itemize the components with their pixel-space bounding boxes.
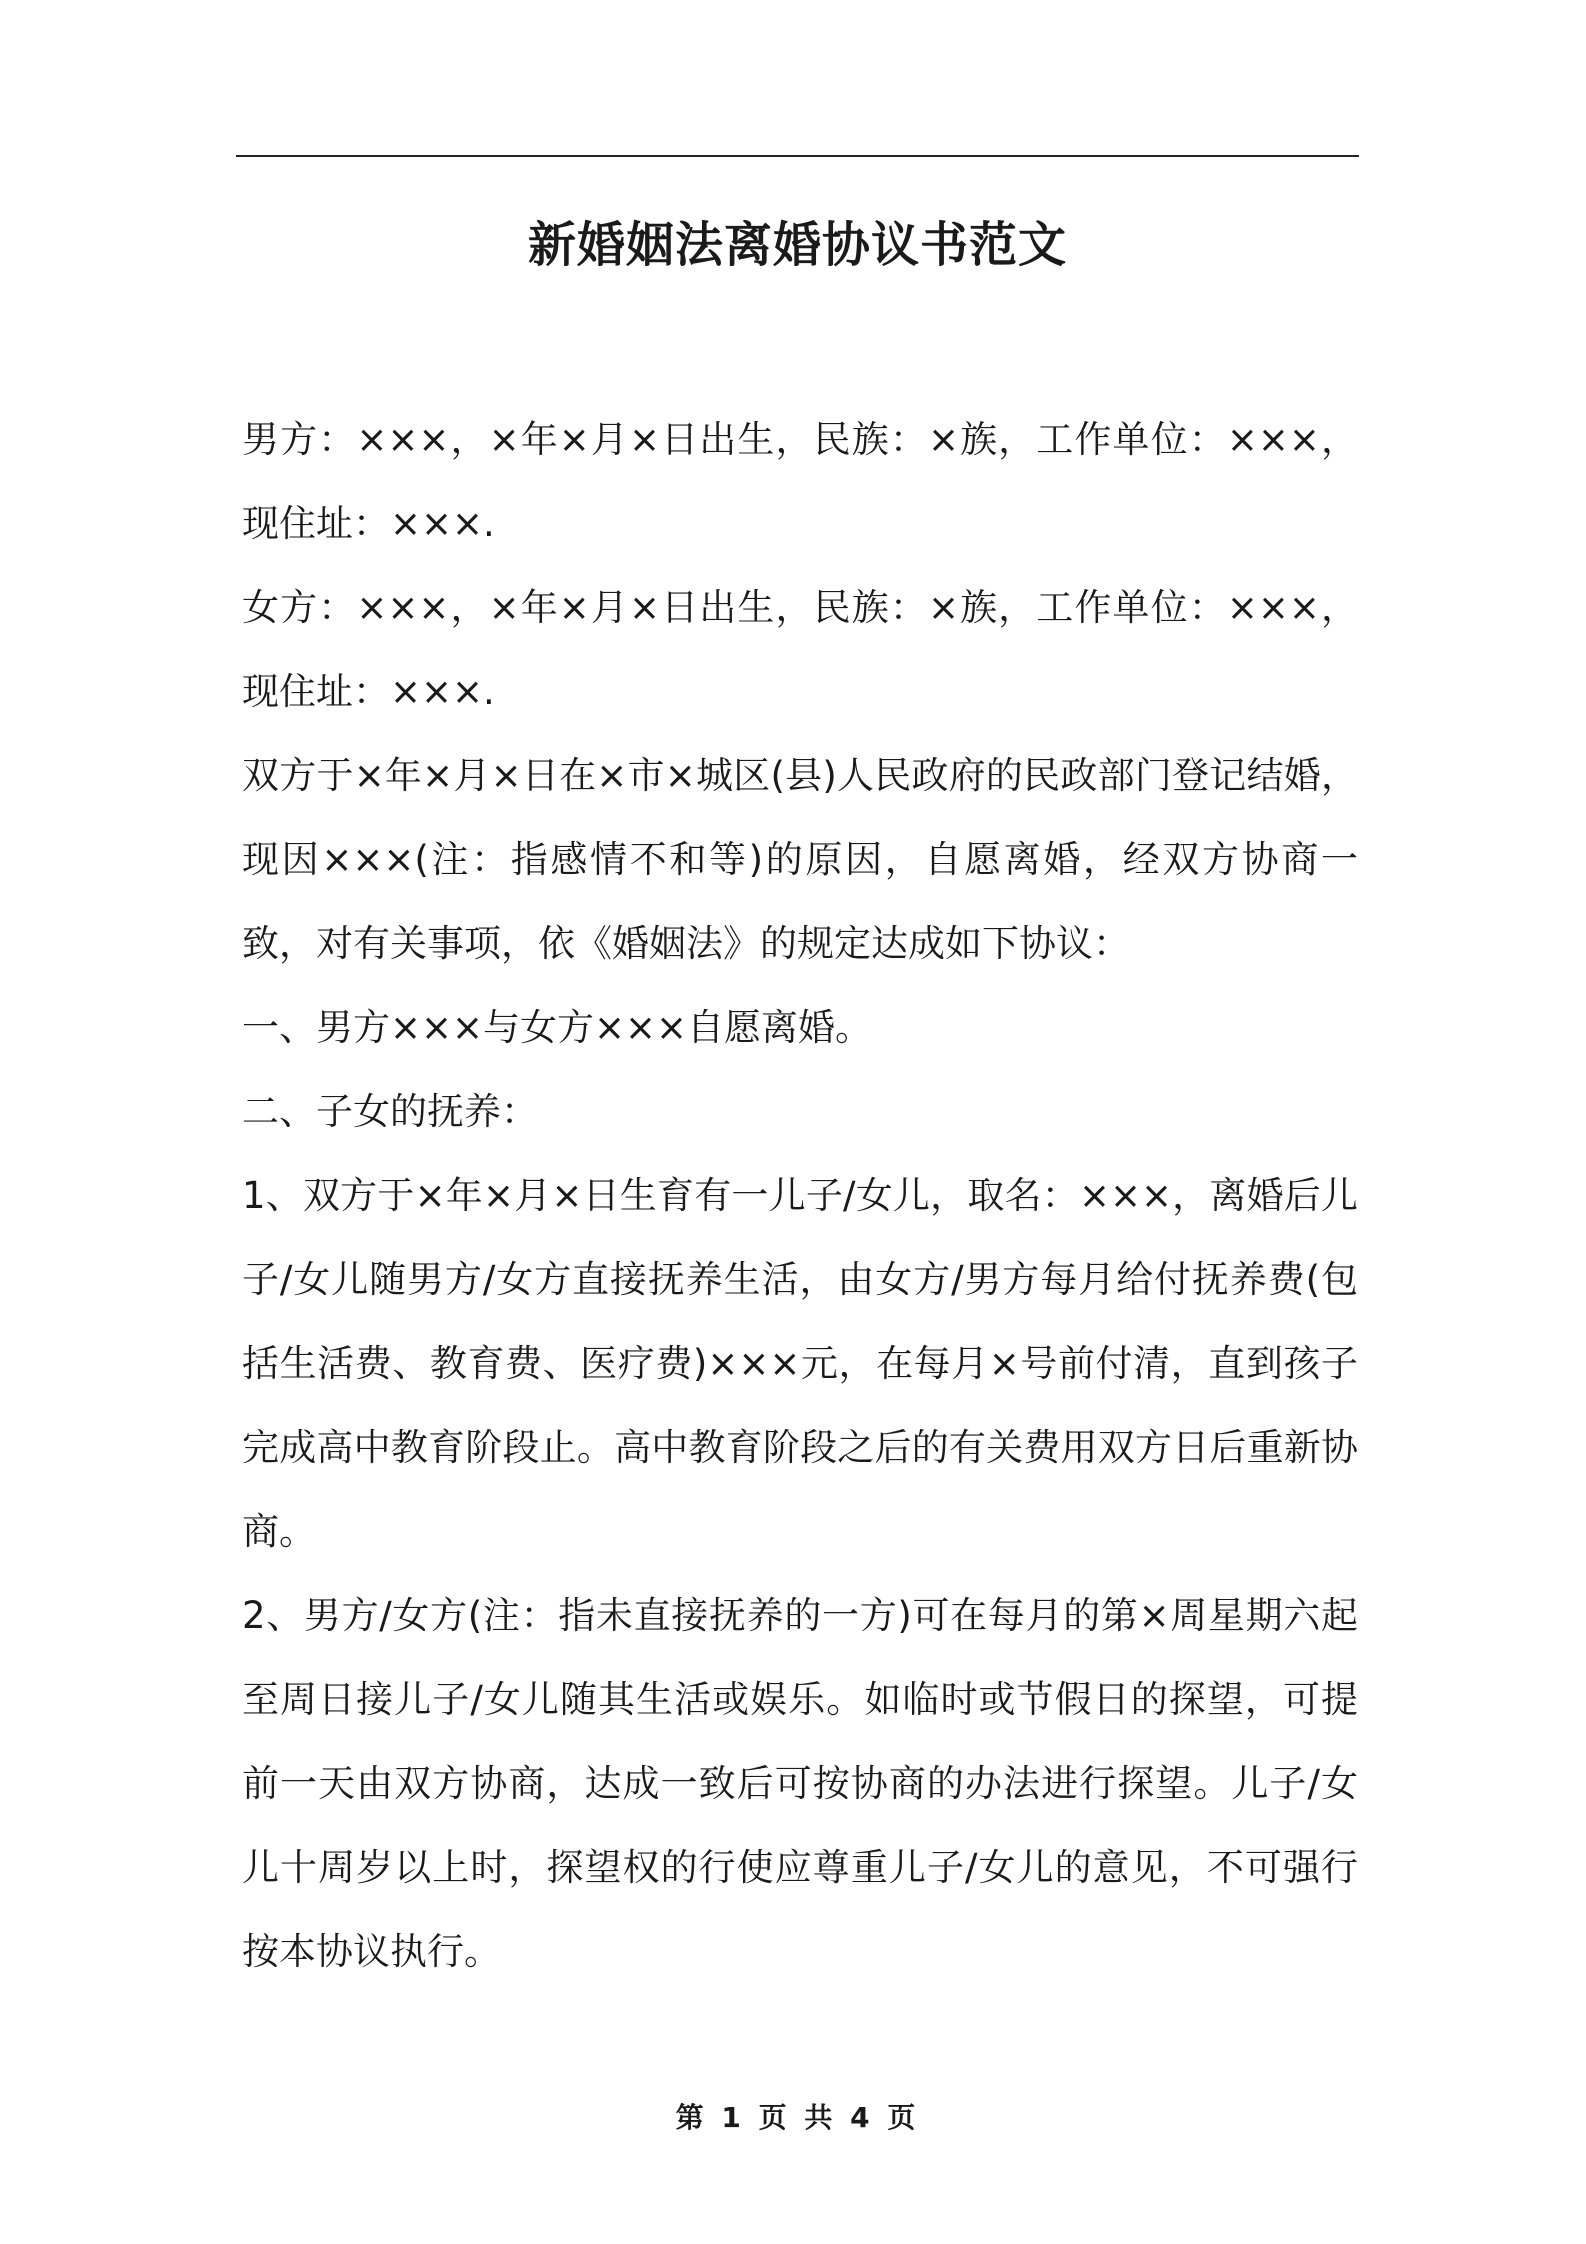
page-number-footer: 第 1 页 共 4 页 [675,2101,920,2134]
document-title: 新婚姻法离婚协议书范文 [527,217,1067,273]
header-rule [236,155,1359,157]
paragraph-clause-1: 一、男方×××与女方×××自愿离婚。 [242,1006,873,1049]
paragraph-clause-2-heading: 二、子女的抚养： [242,1090,538,1133]
paragraph-agreement-intro: 双方于×年×月×日在×市×城区(县)人民政府的民政部门登记结婚，现因×××(注：指感情不和等)的原因，自愿离婚，经双方协商一致，对有关事项，依《婚姻法》的规定达成如下协议： [242,754,1358,965]
document-body [242,398,1358,1994]
paragraph-male-party: 男方：×××，×年×月×日出生，民族：×族，工作单位：×××，现住址：×××. [242,418,1358,545]
paragraph-child-support: 1、双方于×年×月×日生育有一儿子/女儿，取名：×××，离婚后儿子/女儿随男方/女方直接抚养生活，由女方/男方每月给付抚养费(包括生活费、教育费、医疗费)×××元，在每月×号前付清，直到孩子完成高中教育阶段止。高中教育阶段之后的有关费用双方日后重新协商。 [242,1174,1358,1553]
paragraph-female-party: 女方：×××，×年×月×日出生，民族：×族，工作单位：×××，现住址：×××. [242,586,1358,713]
paragraph-visitation: 2、男方/女方(注：指未直接抚养的一方)可在每月的第×周星期六起至周日接儿子/女儿随其生活或娱乐。如临时或节假日的探望，可提前一天由双方协商，达成一致后可按协商的办法进行探望。儿子/女儿十周岁以上时，探望权的行使应尊重儿子/女儿的意见，不可强行按本协议执行。 [242,1594,1358,1973]
